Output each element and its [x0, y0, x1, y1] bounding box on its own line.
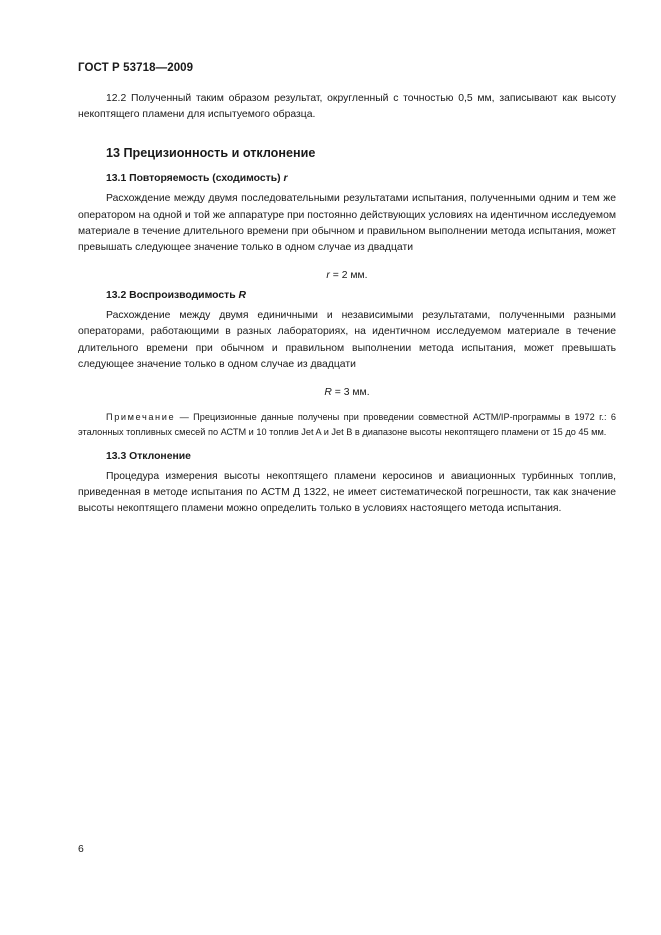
section-13-1-symbol: r — [283, 173, 288, 185]
note-label: Примечание — [106, 412, 176, 423]
paragraph-13-1: Расхождение между двумя последовательными результатами испытания, полученными одним и тем же оператором на одной и той же аппаратуре при постоянно действующих условиях на идентичном исследуемом материале в течение длительного времени при обычном и правильном выполнении метода испытания, может превышать следующее значение только в одном случае из двадцати — [78, 193, 616, 254]
formula-repeatability — [78, 268, 616, 284]
precision-note — [78, 410, 616, 440]
paragraph-12-2: 12.2 Полученный таким образом результат, округленный с точностью 0,5 мм, записывают как высоту некоптящего пламени для испытуемого образца. — [78, 93, 616, 121]
paragraph-13-2: Расхождение между двумя единичными и независимыми результатами, полученными разными операторами, работающими в разных лабораториях, на идентичном исследуемом материале в течение длительного времени при обычном и правильном выполнении метода испытания, может превышать следующее значение только в одном случае из двадцати — [78, 310, 616, 370]
formula-reproducibility-value: = 3 мм. — [331, 387, 370, 399]
section-13-2-title — [78, 288, 616, 304]
section-13-1-title-text: 13.1 Повторяемость (сходимость) — [106, 173, 281, 185]
formula-repeatability-var: r — [326, 270, 330, 282]
section-13-2-symbol: R — [238, 290, 246, 302]
formula-reproducibility-var: R — [324, 387, 332, 399]
standard-header: ГОСТ Р 53718—2009 — [78, 62, 194, 74]
section-13-2-title-text: 13.2 Воспроизводимость — [106, 290, 236, 302]
section-13-1-title — [78, 171, 616, 187]
formula-repeatability-value: = 2 мм. — [329, 270, 368, 282]
page-number: 6 — [78, 844, 84, 855]
formula-reproducibility — [78, 385, 616, 401]
paragraph-13-3: Процедура измерения высоты некоптящего пламени керосинов и авиационных турбинных топлив, приведенная в методе испытания по АСТМ Д 1322, не имеет систематической погрешности, так как значение высоты некоптящего пламени можно определить только в условиях настоящего метода испытания. — [78, 471, 616, 515]
page-content — [78, 91, 616, 518]
section-13-3-title: 13.3 Отклонение — [106, 451, 191, 463]
section-13-title: 13 Прецизионность и отклонение — [106, 146, 316, 161]
note-text: — Прецизионные данные получены при проведении совместной АСТМ/IP-программы в 1972 г.: 6 эталонных топливных смесей по АСТМ и 10 топлив Jet A и Jet B в диапазоне высоты некоптящего пламени от 15 до 45 мм. — [78, 412, 616, 438]
